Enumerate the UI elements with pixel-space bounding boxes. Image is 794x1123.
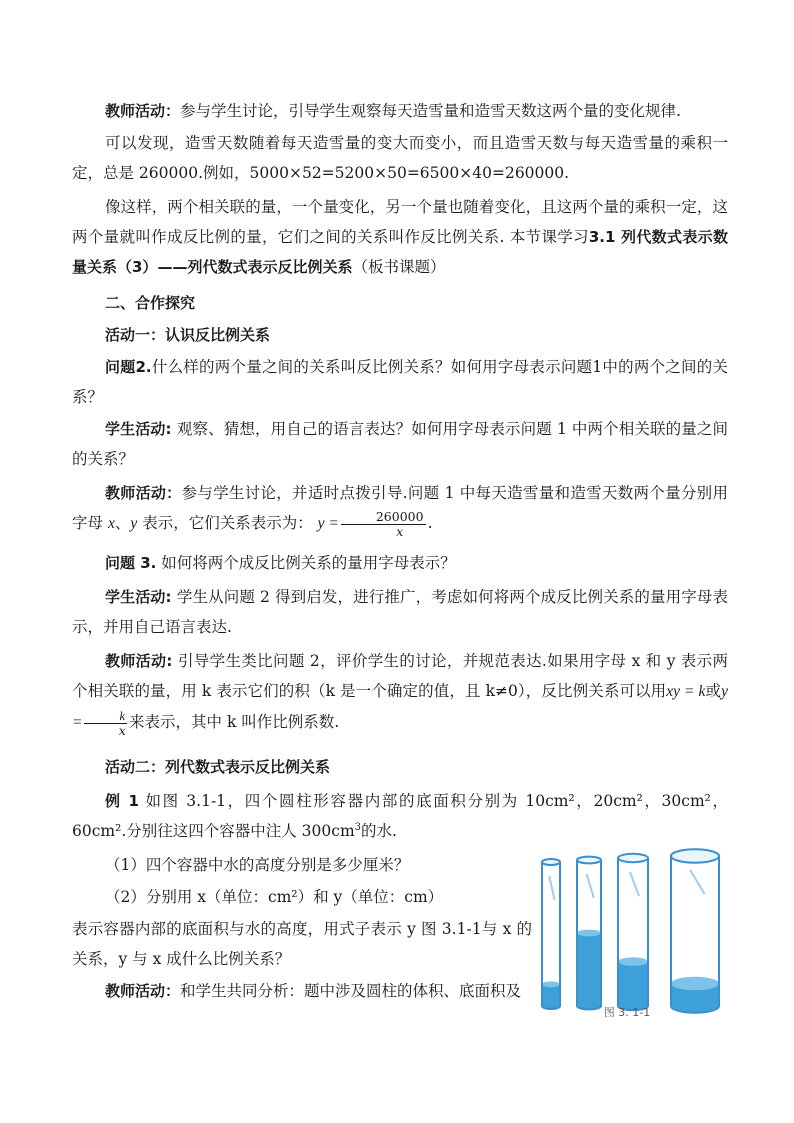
glass-glare-1 bbox=[549, 876, 554, 900]
equation-xy-k: xy = k bbox=[666, 683, 706, 700]
water-surface-2 bbox=[577, 930, 601, 937]
water-2 bbox=[577, 933, 601, 1009]
water-surface-3 bbox=[618, 957, 648, 965]
equation-y-lhs: y = bbox=[317, 515, 339, 532]
water-3 bbox=[618, 962, 648, 1011]
glass-glare-3 bbox=[630, 872, 639, 896]
question-3: 问题 3. 如何将两个成反比例关系的量用字母表示？ bbox=[105, 554, 456, 572]
glass-rim-1 bbox=[542, 859, 560, 865]
water-1 bbox=[542, 984, 560, 1009]
student-activity-1: 学生活动: 观察、猜想，用自己的语言表达？如何用字母表示问题 1 中两个相关联的量之间的关系？ bbox=[72, 420, 728, 468]
activity-one-heading: 活动一：认识反比例关系 bbox=[105, 326, 271, 344]
teacher-activity-3: 教师活动: 引导学生类比问题 2，评价学生的讨论，并规范表达.如果用字母 x 和 y 表示两个相关联的量，用 k 表示它们的积（k 是一个确定的值，且 k≠0），反比例关系可以用xy = k或y = $\frac{k}{x}$ 来表示，其中 k 叫作比例系数. bbox=[72, 652, 728, 738]
example-1-question-2-continued: 表示容器内部的底面积与水的高度，用式子表示 y 图 3.1-1与 x 的关系，y 与 x 成什么比例关系？ bbox=[72, 920, 532, 968]
glass-glare-2 bbox=[587, 874, 594, 898]
water-surface-1 bbox=[542, 981, 560, 987]
teacher-activity-1: 教师活动：参与学生讨论，引导学生观察每天造雪量和造雪天数这两个量的变化规律. bbox=[105, 102, 681, 120]
cylinder-2 bbox=[577, 857, 601, 1010]
question-2: 问题2.什么样的两个量之间的关系叫反比例关系？如何用字母表示问题1中的两个之间的关系？ bbox=[72, 358, 728, 406]
cylinder-1 bbox=[542, 859, 560, 1009]
student-activity-2: 学生活动: 学生从问题 2 得到启发，进行推广，考虑如何将两个成反比例关系的量用字母表示，并用自己语言表达. bbox=[72, 588, 728, 636]
cylinders-figure bbox=[532, 848, 728, 1028]
glass-glare-4 bbox=[690, 870, 704, 894]
example-1-question-2: （2）分别用 x（单位：cm²）和 y（单位：cm） bbox=[105, 888, 444, 906]
glass-rim-2 bbox=[577, 857, 601, 864]
activity-two-heading: 活动二：列代数式表示反比例关系 bbox=[105, 758, 331, 776]
section-heading-cooperative-inquiry: 二、合作探究 bbox=[105, 294, 196, 312]
glass-rim-4 bbox=[671, 849, 719, 862]
teacher-activity-4: 教师活动：和学生共同分析：题中涉及圆柱的体积、底面积及 bbox=[105, 982, 522, 1000]
example-1: 例 1 如图 3.1-1，四个圆柱形容器内部的底面积分别为 10cm²，20cm²，30cm²，60cm².分别往这四个容器中注人 $300cm^3$的水. bbox=[72, 792, 728, 840]
observation-paragraph: 可以发现，造雪天数随着每天造雪量的变大而变小，而且造雪天数与每天造雪量的乘积一定，总是 260000.例如，5000×52=5200×50=6500×40=260000. bbox=[72, 134, 728, 182]
example-1-question-1: （1）四个容器中水的高度分别是多少厘米？ bbox=[105, 856, 410, 874]
water-surface-4 bbox=[671, 977, 719, 990]
fraction-260000-over-x: $\frac{260000}{x}$ bbox=[341, 510, 426, 539]
fraction-k-over-x: $\frac{k}{x}$ bbox=[84, 709, 127, 738]
glass-rim-3 bbox=[618, 854, 648, 862]
figure-caption: 图 3. 1-1 bbox=[603, 1006, 651, 1019]
inverse-proportion-definition: 像这样，两个相关联的量，一个量变化，另一个量也随着变化，且这两个量的乘积一定，这两个量就叫作成反比例的量，它们之间的关系叫作反比例关系. 本节课学习3.1 列代数式表示数量关系（3）——列代数式表示反比例关系（板书课题） bbox=[72, 198, 729, 276]
cylinder-4 bbox=[671, 849, 719, 1012]
cylinder-3 bbox=[618, 854, 648, 1010]
teacher-activity-2: 教师活动：参与学生讨论，并适时点拨引导.问题 1 中每天造雪量和造雪天数两个量分别用字母 x、y 表示，它们关系表示为： y = $\frac{260000}{x}$ . bbox=[72, 484, 728, 539]
